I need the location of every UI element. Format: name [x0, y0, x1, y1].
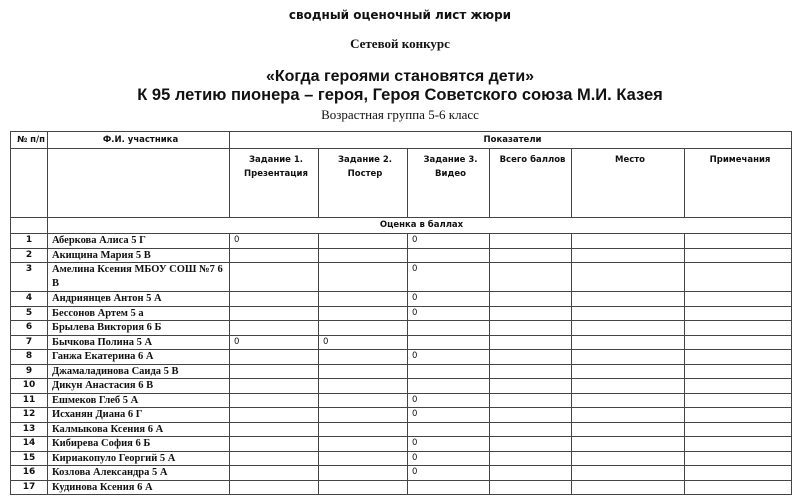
row-number: 12 [11, 408, 48, 423]
col-header-number: № п/п [11, 132, 48, 149]
place-cell[interactable] [572, 234, 685, 249]
table-row [11, 422, 792, 437]
subheader-row [11, 218, 792, 234]
place-cell[interactable] [572, 364, 685, 379]
notes-cell[interactable] [685, 248, 792, 263]
score-total[interactable] [490, 379, 572, 394]
score-task1[interactable] [230, 306, 319, 321]
header-row-1 [11, 132, 792, 149]
participant-name: Брылева Виктория 6 Б [48, 321, 230, 336]
notes-cell[interactable] [685, 364, 792, 379]
place-cell[interactable] [572, 422, 685, 437]
notes-cell[interactable] [685, 234, 792, 249]
score-task3[interactable]: 0 [408, 451, 490, 466]
score-task1[interactable] [230, 263, 319, 292]
score-task1[interactable] [230, 422, 319, 437]
col-header-place: Место [572, 149, 685, 218]
row-number: 4 [11, 292, 48, 307]
participant-name: Козлова Александра 5 А [48, 466, 230, 481]
participant-name: Акищина Мария 5 В [48, 248, 230, 263]
score-total[interactable] [490, 350, 572, 365]
score-total[interactable] [490, 321, 572, 336]
score-task1[interactable]: 0 [230, 234, 319, 249]
sheet-title: сводный оценочный лист жюри [288, 8, 512, 22]
participant-name: Бессонов Артем 5 а [48, 306, 230, 321]
row-number: 1 [11, 234, 48, 249]
table-row [11, 350, 792, 365]
score-task2[interactable] [319, 364, 408, 379]
score-task2[interactable] [319, 379, 408, 394]
score-task1[interactable] [230, 292, 319, 307]
place-cell[interactable] [572, 379, 685, 394]
row-number: 17 [11, 480, 48, 495]
contest-dedication: К 95 летию пионера – героя, Героя Советского союза М.И. Казея [137, 86, 663, 104]
place-cell[interactable] [572, 321, 685, 336]
col-header-total: Всего баллов [490, 149, 572, 218]
notes-cell[interactable] [685, 466, 792, 481]
notes-cell[interactable] [685, 335, 792, 350]
score-task3[interactable] [408, 379, 490, 394]
place-cell[interactable] [572, 437, 685, 452]
score-total[interactable] [490, 234, 572, 249]
score-task2[interactable] [319, 393, 408, 408]
score-total[interactable] [490, 306, 572, 321]
score-task2[interactable] [319, 480, 408, 495]
score-task1[interactable] [230, 321, 319, 336]
row-number: 9 [11, 364, 48, 379]
row-number: 7 [11, 335, 48, 350]
subheader-score: Оценка в баллах [48, 218, 792, 234]
row-number: 8 [11, 350, 48, 365]
participant-name: Кудинова Ксения 6 А [48, 480, 230, 495]
col-header-task2: Задание 2. Постер [319, 149, 408, 218]
score-task1[interactable] [230, 379, 319, 394]
score-total[interactable] [490, 437, 572, 452]
participant-name: Ганжа Екатерина 6 А [48, 350, 230, 365]
scores-table [10, 131, 792, 495]
score-task3[interactable] [408, 335, 490, 350]
score-task2[interactable] [319, 263, 408, 292]
table-row [11, 437, 792, 452]
table-row [11, 335, 792, 350]
score-task2[interactable] [319, 437, 408, 452]
table-row [11, 408, 792, 423]
score-task1[interactable] [230, 248, 319, 263]
score-total[interactable] [490, 393, 572, 408]
score-task3[interactable]: 0 [408, 393, 490, 408]
score-task2[interactable] [319, 350, 408, 365]
participant-name: Исханян Диана 6 Г [48, 408, 230, 423]
participant-name: Кириакопуло Георгий 5 А [48, 451, 230, 466]
score-task2[interactable] [319, 466, 408, 481]
score-task2[interactable] [319, 306, 408, 321]
score-task3[interactable] [408, 422, 490, 437]
row-number: 15 [11, 451, 48, 466]
row-number: 6 [11, 321, 48, 336]
score-task2[interactable]: 0 [319, 335, 408, 350]
participant-name: Ешмеков Глеб 5 А [48, 393, 230, 408]
participant-name: Андриянцев Антон 5 А [48, 292, 230, 307]
col-header-indicators: Показатели [230, 132, 792, 149]
table-row [11, 234, 792, 249]
place-cell[interactable] [572, 335, 685, 350]
place-cell[interactable] [572, 350, 685, 365]
empty-cell [48, 149, 230, 218]
participant-name: Аберкова Алиса 5 Г [48, 234, 230, 249]
score-task2[interactable] [319, 451, 408, 466]
contest-name: «Когда героями становятся дети» [265, 68, 535, 85]
score-task3[interactable] [408, 364, 490, 379]
participant-name: Джамаладинова Саида 5 В [48, 364, 230, 379]
place-cell[interactable] [572, 292, 685, 307]
notes-cell[interactable] [685, 422, 792, 437]
score-total[interactable] [490, 292, 572, 307]
table-row [11, 480, 792, 495]
score-task3[interactable]: 0 [408, 437, 490, 452]
table-row [11, 466, 792, 481]
score-task1[interactable] [230, 437, 319, 452]
participant-name: Бычкова Полина 5 А [48, 335, 230, 350]
place-cell[interactable] [572, 466, 685, 481]
notes-cell[interactable] [685, 292, 792, 307]
table-row [11, 248, 792, 263]
notes-cell[interactable] [685, 321, 792, 336]
table-row [11, 306, 792, 321]
score-task3[interactable]: 0 [408, 306, 490, 321]
place-cell[interactable] [572, 480, 685, 495]
participant-name: Калмыкова Ксения 6 А [48, 422, 230, 437]
score-task3[interactable]: 0 [408, 466, 490, 481]
score-task1[interactable] [230, 350, 319, 365]
participant-name: Амелина Ксения МБОУ СОШ №7 6 В [48, 263, 230, 292]
notes-cell[interactable] [685, 263, 792, 292]
empty-cell [11, 218, 48, 234]
score-task3[interactable] [408, 480, 490, 495]
score-task2[interactable] [319, 248, 408, 263]
place-cell[interactable] [572, 248, 685, 263]
col-header-task1: Задание 1. Презентация [230, 149, 319, 218]
place-cell[interactable] [572, 393, 685, 408]
age-group: Возрастная группа 5-6 класс [321, 107, 479, 122]
score-total[interactable] [490, 480, 572, 495]
row-number: 10 [11, 379, 48, 394]
score-task3[interactable]: 0 [408, 292, 490, 307]
participant-name: Дикун Анастасия 6 В [48, 379, 230, 394]
participant-name: Кибирева София 6 Б [48, 437, 230, 452]
score-task1[interactable] [230, 393, 319, 408]
notes-cell[interactable] [685, 437, 792, 452]
score-total[interactable] [490, 451, 572, 466]
score-total[interactable] [490, 263, 572, 292]
col-header-task3: Задание 3. Видео [408, 149, 490, 218]
score-task1[interactable] [230, 480, 319, 495]
score-task1[interactable] [230, 408, 319, 423]
place-cell[interactable] [572, 451, 685, 466]
col-header-name: Ф.И. участника [48, 132, 230, 149]
score-task1[interactable] [230, 451, 319, 466]
contest-type: Сетевой конкурс [350, 36, 450, 51]
notes-cell[interactable] [685, 306, 792, 321]
notes-cell[interactable] [685, 379, 792, 394]
notes-cell[interactable] [685, 451, 792, 466]
table-row [11, 263, 792, 292]
score-total[interactable] [490, 364, 572, 379]
score-task3[interactable] [408, 321, 490, 336]
score-task2[interactable] [319, 234, 408, 249]
notes-cell[interactable] [685, 480, 792, 495]
empty-cell [11, 149, 48, 218]
place-cell[interactable] [572, 306, 685, 321]
header-row-2 [11, 149, 792, 218]
row-number: 3 [11, 263, 48, 292]
score-task3[interactable]: 0 [408, 408, 490, 423]
score-total[interactable] [490, 335, 572, 350]
score-total[interactable] [490, 248, 572, 263]
row-number: 11 [11, 393, 48, 408]
score-task3[interactable]: 0 [408, 234, 490, 249]
score-task2[interactable] [319, 321, 408, 336]
table-row [11, 364, 792, 379]
score-total[interactable] [490, 422, 572, 437]
table-row [11, 451, 792, 466]
score-task3[interactable]: 0 [408, 350, 490, 365]
score-task1[interactable] [230, 364, 319, 379]
row-number: 2 [11, 248, 48, 263]
notes-cell[interactable] [685, 393, 792, 408]
row-number: 5 [11, 306, 48, 321]
score-task3[interactable] [408, 248, 490, 263]
notes-cell[interactable] [685, 350, 792, 365]
score-total[interactable] [490, 408, 572, 423]
score-task1[interactable] [230, 466, 319, 481]
score-task3[interactable]: 0 [408, 263, 490, 292]
table-row [11, 292, 792, 307]
score-total[interactable] [490, 466, 572, 481]
table-row [11, 393, 792, 408]
table-row [11, 321, 792, 336]
row-number: 16 [11, 466, 48, 481]
place-cell[interactable] [572, 263, 685, 292]
row-number: 14 [11, 437, 48, 452]
score-task1[interactable]: 0 [230, 335, 319, 350]
table-row [11, 379, 792, 394]
col-header-notes: Примечания [685, 149, 792, 218]
notes-cell[interactable] [685, 408, 792, 423]
score-task2[interactable] [319, 422, 408, 437]
place-cell[interactable] [572, 408, 685, 423]
score-task2[interactable] [319, 292, 408, 307]
score-task2[interactable] [319, 408, 408, 423]
row-number: 13 [11, 422, 48, 437]
